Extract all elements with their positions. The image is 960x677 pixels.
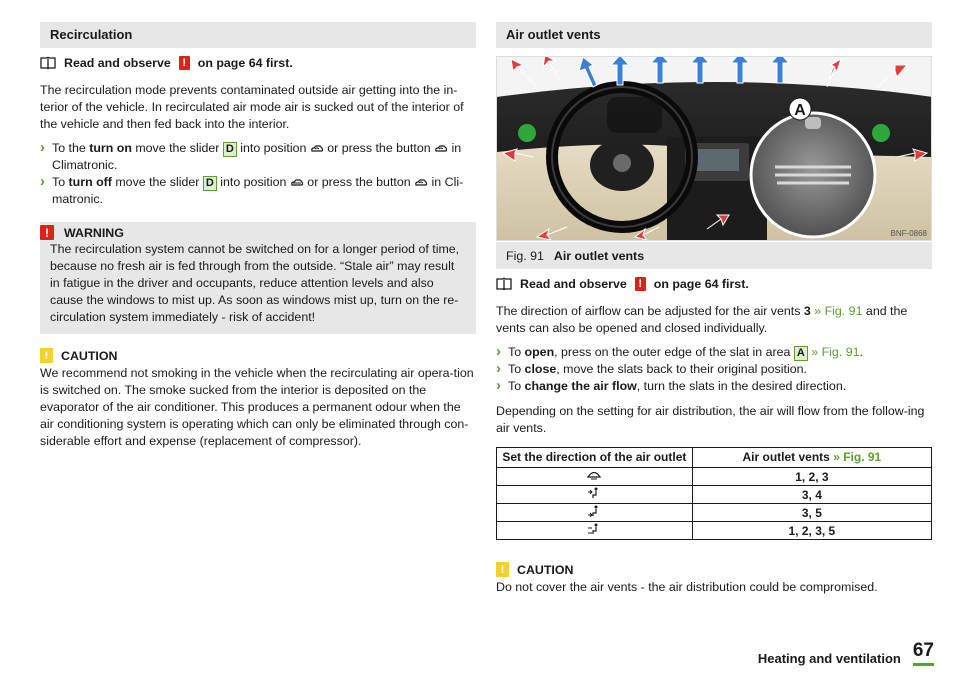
step-text: , press on the outer edge of the slat in area — [554, 345, 791, 359]
step-text: in Cli-matronic. — [52, 175, 464, 206]
step-turn-off — [40, 174, 476, 208]
windscreen-defrost-icon — [587, 469, 601, 481]
warning-mark-icon: ! — [635, 277, 646, 291]
slider-label-d: D — [203, 176, 217, 191]
step-text: in Climatronic. — [52, 141, 462, 172]
recirculation-car-icon — [434, 144, 448, 154]
page-footer — [758, 640, 934, 666]
fresh-air-car-icon — [290, 178, 304, 188]
table-cell-icon — [497, 486, 693, 504]
figure-label-a: A — [794, 102, 806, 119]
step-text: To — [508, 362, 522, 376]
page-number: 67 — [913, 640, 934, 666]
figure-caption — [496, 242, 932, 269]
caution-header — [40, 348, 476, 363]
footer-section-title: Heating and ventilation — [757, 651, 901, 666]
section-heading-recirculation: Recirculation — [40, 22, 476, 48]
step-text: , move the slats back to their original position. — [556, 362, 807, 376]
warning-text: The recirculation system cannot be switched on for a longer period of time, because no fresh air is fed through from the outside. “Stale air” may result in fatigue in the driver and occupants, reduce attention levels and also cause the windows to mist up. As soon as windows mist up, turn on the re-circulation system immediately - risk of accident! — [50, 242, 460, 324]
step-text: To — [508, 345, 522, 359]
dashboard-illustration — [497, 57, 932, 240]
step-emphasis: close — [524, 362, 557, 376]
table-cell-icon — [497, 468, 693, 486]
step-change-air-flow — [496, 378, 932, 395]
table-cell-vents: 3, 4 — [692, 486, 931, 504]
vent-number: 3 — [803, 304, 811, 318]
caution-icon: ! — [40, 348, 53, 363]
step-emphasis: turn on — [89, 141, 132, 155]
figure-code: BNF-0868 — [890, 229, 927, 238]
table-cell-icon — [497, 504, 693, 522]
footwell-airflow-icon — [587, 505, 601, 517]
figure-number: Fig. 91 — [506, 248, 544, 263]
table-cell-vents: 1, 2, 3, 5 — [692, 522, 931, 540]
figure-reference-link[interactable]: » Fig. 91 — [833, 450, 882, 464]
step-close — [496, 361, 932, 378]
body-and-footwell-airflow-icon — [587, 523, 601, 535]
intro-text: The direction of airflow can be adjusted for the air vents — [496, 304, 801, 318]
warning-box — [40, 222, 476, 334]
caution-title: CAUTION — [61, 348, 118, 363]
step-turn-on — [40, 140, 476, 174]
read-observe-before: Read and observe — [64, 56, 171, 70]
recirculation-car-icon — [310, 144, 324, 154]
step-text: To — [52, 175, 66, 189]
read-observe-note — [496, 277, 932, 291]
read-observe-after: on page 64 first. — [197, 56, 293, 70]
step-text: into position — [240, 141, 307, 155]
step-text: move the slider — [135, 141, 220, 155]
table-header-direction: Set the direction of the air outlet — [497, 448, 693, 468]
air-vents-table — [496, 447, 932, 540]
table-row — [497, 486, 932, 504]
read-observe-after: on page 64 first. — [653, 277, 749, 291]
table-cell-vents: 1, 2, 3 — [692, 468, 931, 486]
right-column — [496, 22, 932, 596]
table-row — [497, 504, 932, 522]
read-observe-note — [40, 56, 476, 70]
caution-text: We recommend not smoking in the vehicle when the recirculating air opera-tion is switched on. The smoke sucked from the interior is deposited on the evaporator of the air conditioner. This produces a permanent odour when the air conditioning system is operating which can only be eliminated through con-siderable effort and expense (replacement of compressor). — [40, 366, 474, 448]
step-text: or press the button — [327, 141, 431, 155]
step-text: To — [508, 379, 522, 393]
recirculation-intro: The recirculation mode prevents contaminated outside air getting into the in-terior of the vehicle. In recirculated air mode air is sucked out of the interior of the vehicle and then fed back into the interior. — [40, 83, 464, 131]
table-header-vents-label: Air outlet vents — [742, 450, 830, 464]
step-emphasis: turn off — [68, 175, 112, 189]
caution-icon: ! — [496, 562, 509, 577]
air-distribution-paragraph: Depending on the setting for air distribution, the air will flow from the follow-ing air vents. — [496, 404, 925, 435]
figure-air-outlet-vents — [496, 56, 932, 241]
upper-body-airflow-icon — [587, 487, 601, 499]
figure-reference-link[interactable]: » Fig. 91 — [814, 304, 863, 318]
area-label-a: A — [794, 346, 808, 361]
caution-header — [496, 562, 932, 577]
step-emphasis: open — [524, 345, 555, 359]
vents-intro — [496, 303, 932, 337]
step-text: To the — [52, 141, 86, 155]
step-emphasis: change the air flow — [524, 379, 637, 393]
figure-reference-link[interactable]: » Fig. 91 — [811, 345, 860, 359]
warning-header — [40, 224, 466, 241]
recirculation-steps — [40, 140, 476, 208]
intro-text: and the vents can also be opened and closed individually. — [496, 304, 908, 335]
step-text: move the slider — [115, 175, 200, 189]
table-cell-vents: 3, 5 — [692, 504, 931, 522]
step-text: or press the button — [307, 175, 411, 189]
step-open — [496, 344, 932, 361]
caution-text: Do not cover the air vents - the air distribution could be compromised. — [496, 580, 878, 594]
recirculation-car-icon — [414, 178, 428, 188]
step-text: , turn the slats in the desired direction. — [636, 379, 847, 393]
figure-title: Air outlet vents — [553, 248, 645, 263]
table-header-row — [497, 448, 932, 468]
table-header-vents — [692, 448, 931, 468]
vent-steps — [496, 344, 932, 395]
table-row — [497, 522, 932, 540]
warning-title: WARNING — [64, 225, 124, 240]
section-heading-air-outlet-vents: Air outlet vents — [496, 22, 932, 48]
book-icon — [40, 56, 56, 70]
table-cell-icon — [497, 522, 693, 540]
warning-icon: ! — [40, 225, 54, 240]
step-text: . — [859, 345, 863, 359]
read-observe-before: Read and observe — [520, 277, 627, 291]
left-column — [40, 22, 476, 450]
table-row — [497, 468, 932, 486]
book-icon — [496, 277, 512, 291]
caution-title: CAUTION — [517, 562, 574, 577]
warning-mark-icon: ! — [179, 56, 190, 70]
step-text: into position — [220, 175, 287, 189]
slider-label-d: D — [223, 142, 237, 157]
